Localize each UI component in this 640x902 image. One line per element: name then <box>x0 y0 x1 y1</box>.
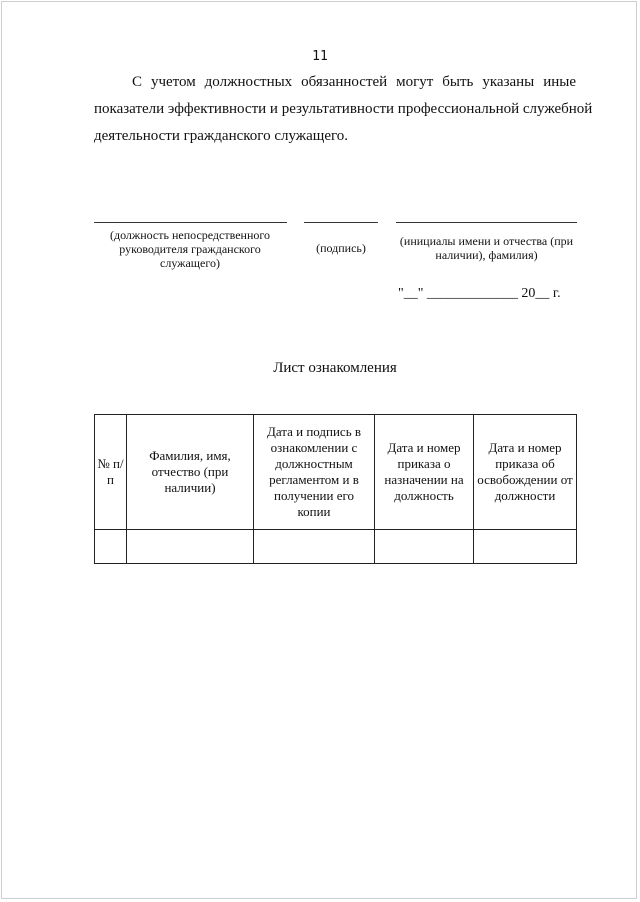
name-caption: (инициалы имени и отчества (при наличии), фамилия) <box>399 234 574 262</box>
signature-caption: (подпись) <box>316 241 366 255</box>
table-cell <box>254 530 375 564</box>
table-cell <box>127 530 254 564</box>
page-number: 11 <box>312 49 328 64</box>
table-cell <box>95 530 127 564</box>
paragraph-line-1: С учетом должностных обязанностей могут быть указаны иные <box>132 74 576 90</box>
signature-line <box>304 222 378 223</box>
sheet-title: Лист ознакомления <box>273 360 397 376</box>
name-signature-line <box>396 222 577 223</box>
table-cell <box>375 530 474 564</box>
date-line: "__" _____________ 20__ г. <box>398 286 561 301</box>
body-paragraph <box>94 69 593 150</box>
table-cell <box>474 530 577 564</box>
position-signature-line <box>94 222 287 223</box>
header-dismissal-order: Дата и номер приказа об освобождении от должности <box>474 415 577 530</box>
header-appointment-order: Дата и номер приказа о назначении на должность <box>375 415 474 530</box>
position-caption: (должность непосредственного руководителя гражданского служащего) <box>109 228 270 270</box>
header-acknowledgment-date: Дата и подпись в ознакомлении с должностным регламентом и в получении его копии <box>254 415 375 530</box>
paragraph-line-2: показатели эффективности и результативности профессиональной служебной <box>94 101 593 117</box>
header-full-name: Фамилия, имя, отчество (при наличии) <box>127 415 254 530</box>
paragraph-line-3: деятельности гражданского служащего. <box>94 128 349 144</box>
header-number: № п/п <box>95 415 127 530</box>
acknowledgment-table <box>94 414 577 564</box>
table-header-row <box>95 415 577 530</box>
table-row <box>95 530 577 564</box>
